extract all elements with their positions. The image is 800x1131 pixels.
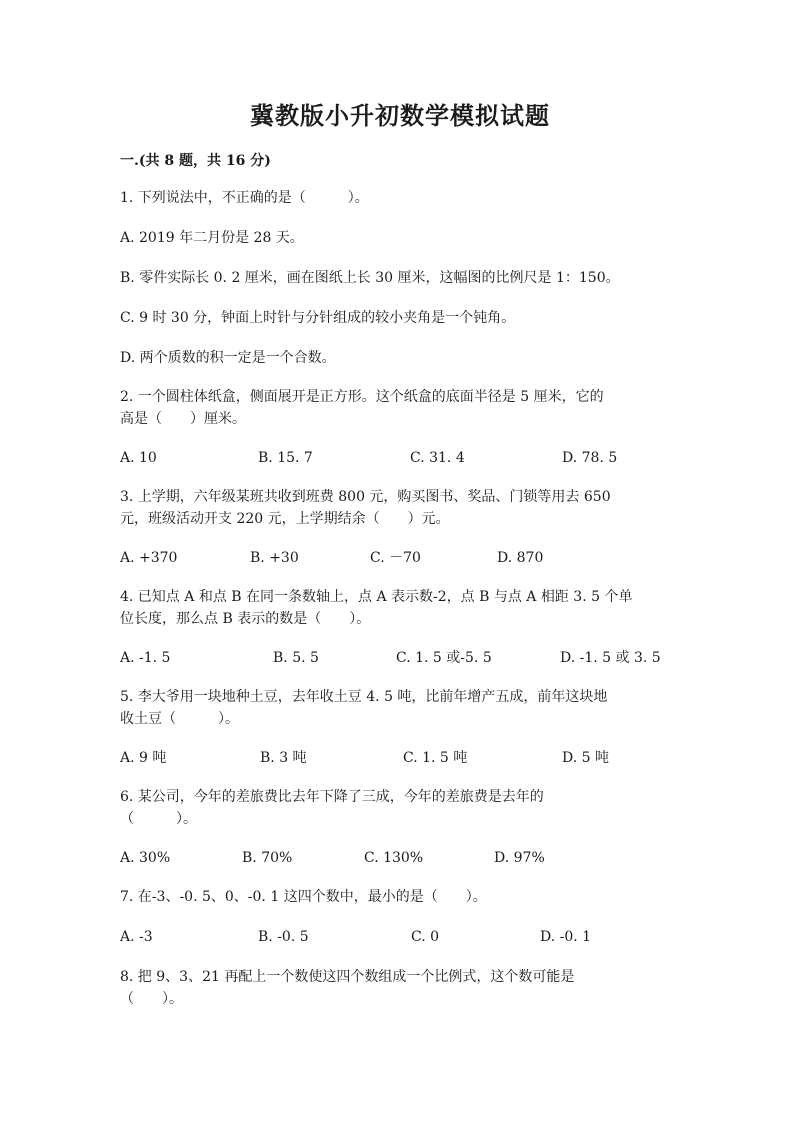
question-6-option-b: B. 70% (242, 850, 293, 866)
question-1-option-c: C. 9 时 30 分，钟面上时针与分针组成的较小夹角是一个钝角。 (120, 310, 516, 326)
question-7-option-b: B. -0. 5 (258, 929, 309, 945)
question-3-option-c: C. －70 (370, 550, 421, 566)
question-4-stem-line-2: 位长度，那么点 B 表示的数是（ ）。 (120, 611, 371, 627)
question-5-option-a: A. 9 吨 (120, 750, 167, 766)
question-1-option-b: B. 零件实际长 0. 2 厘米，画在图纸上长 30 厘米，这幅图的比例尺是 1：150。 (120, 270, 620, 286)
question-8-stem-line-2: （ ）。 (120, 991, 183, 1007)
question-7-stem: 7. 在-3、-0. 5、0、-0. 1 这四个数中，最小的是（ ）。 (120, 889, 487, 905)
question-3-option-a: A. +370 (120, 550, 178, 566)
question-2-stem-line-1: 2. 一个圆柱体纸盒，侧面展开是正方形。这个纸盒的底面半径是 5 厘米，它的 (120, 389, 604, 405)
question-4-option-a: A. -1. 5 (120, 650, 171, 666)
question-6-option-c: C. 130% (364, 850, 424, 866)
question-2-option-a: A. 10 (120, 450, 157, 466)
question-2-option-d: D. 78. 5 (562, 450, 618, 466)
question-3-stem-line-1: 3. 上学期，六年级某班共收到班费 800 元，购买图书、奖品、门锁等用去 650 (120, 489, 611, 505)
question-5-stem-line-1: 5. 李大爷用一块地种土豆，去年收土豆 4. 5 吨，比前年增产五成，前年这块地 (120, 689, 608, 705)
question-2-option-b: B. 15. 7 (258, 450, 313, 466)
section-heading: 一.(共 8 题，共 16 分) (120, 153, 271, 169)
question-5-option-d: D. 5 吨 (562, 750, 609, 766)
question-5-stem-line-2: 收土豆（ ）。 (120, 711, 239, 727)
question-4-stem-line-1: 4. 已知点 A 和点 B 在同一条数轴上，点 A 表示数-2，点 B 与点 A 相距 3. 5 个单 (120, 589, 633, 605)
question-6-stem-line-2: （ ）。 (120, 811, 197, 827)
page-title: 冀教版小升初数学模拟试题 (250, 101, 550, 130)
question-5-option-c: C. 1. 5 吨 (403, 750, 468, 766)
question-6-option-a: A. 30% (120, 850, 171, 866)
question-3-stem-line-2: 元，班级活动开支 220 元，上学期结余（ ）元。 (120, 511, 450, 527)
question-8-stem-line-1: 8. 把 9、3、21 再配上一个数使这四个数组成一个比例式，这个数可能是 (120, 969, 575, 985)
question-4-option-c: C. 1. 5 或-5. 5 (396, 650, 492, 666)
question-2-option-c: C. 31. 4 (410, 450, 465, 466)
question-5-option-b: B. 3 吨 (260, 750, 307, 766)
question-3-option-d: D. 870 (497, 550, 544, 566)
question-2-stem-line-2: 高是（ ）厘米。 (120, 411, 246, 427)
question-3-option-b: B. +30 (250, 550, 299, 566)
question-7-option-a: A. -3 (120, 929, 153, 945)
question-6-option-d: D. 97% (494, 850, 545, 866)
question-1-stem: 1. 下列说法中，不正确的是（ ）。 (120, 190, 369, 206)
question-1-option-d: D. 两个质数的积一定是一个合数。 (120, 350, 336, 366)
question-1-option-a: A. 2019 年二月份是 28 天。 (120, 230, 304, 246)
question-4-option-b: B. 5. 5 (273, 650, 319, 666)
question-7-option-d: D. -0. 1 (540, 929, 592, 945)
question-7-option-c: C. 0 (411, 929, 440, 945)
question-4-option-d: D. -1. 5 或 3. 5 (560, 650, 661, 666)
question-6-stem-line-1: 6. 某公司，今年的差旅费比去年下降了三成，今年的差旅费是去年的 (120, 789, 544, 805)
